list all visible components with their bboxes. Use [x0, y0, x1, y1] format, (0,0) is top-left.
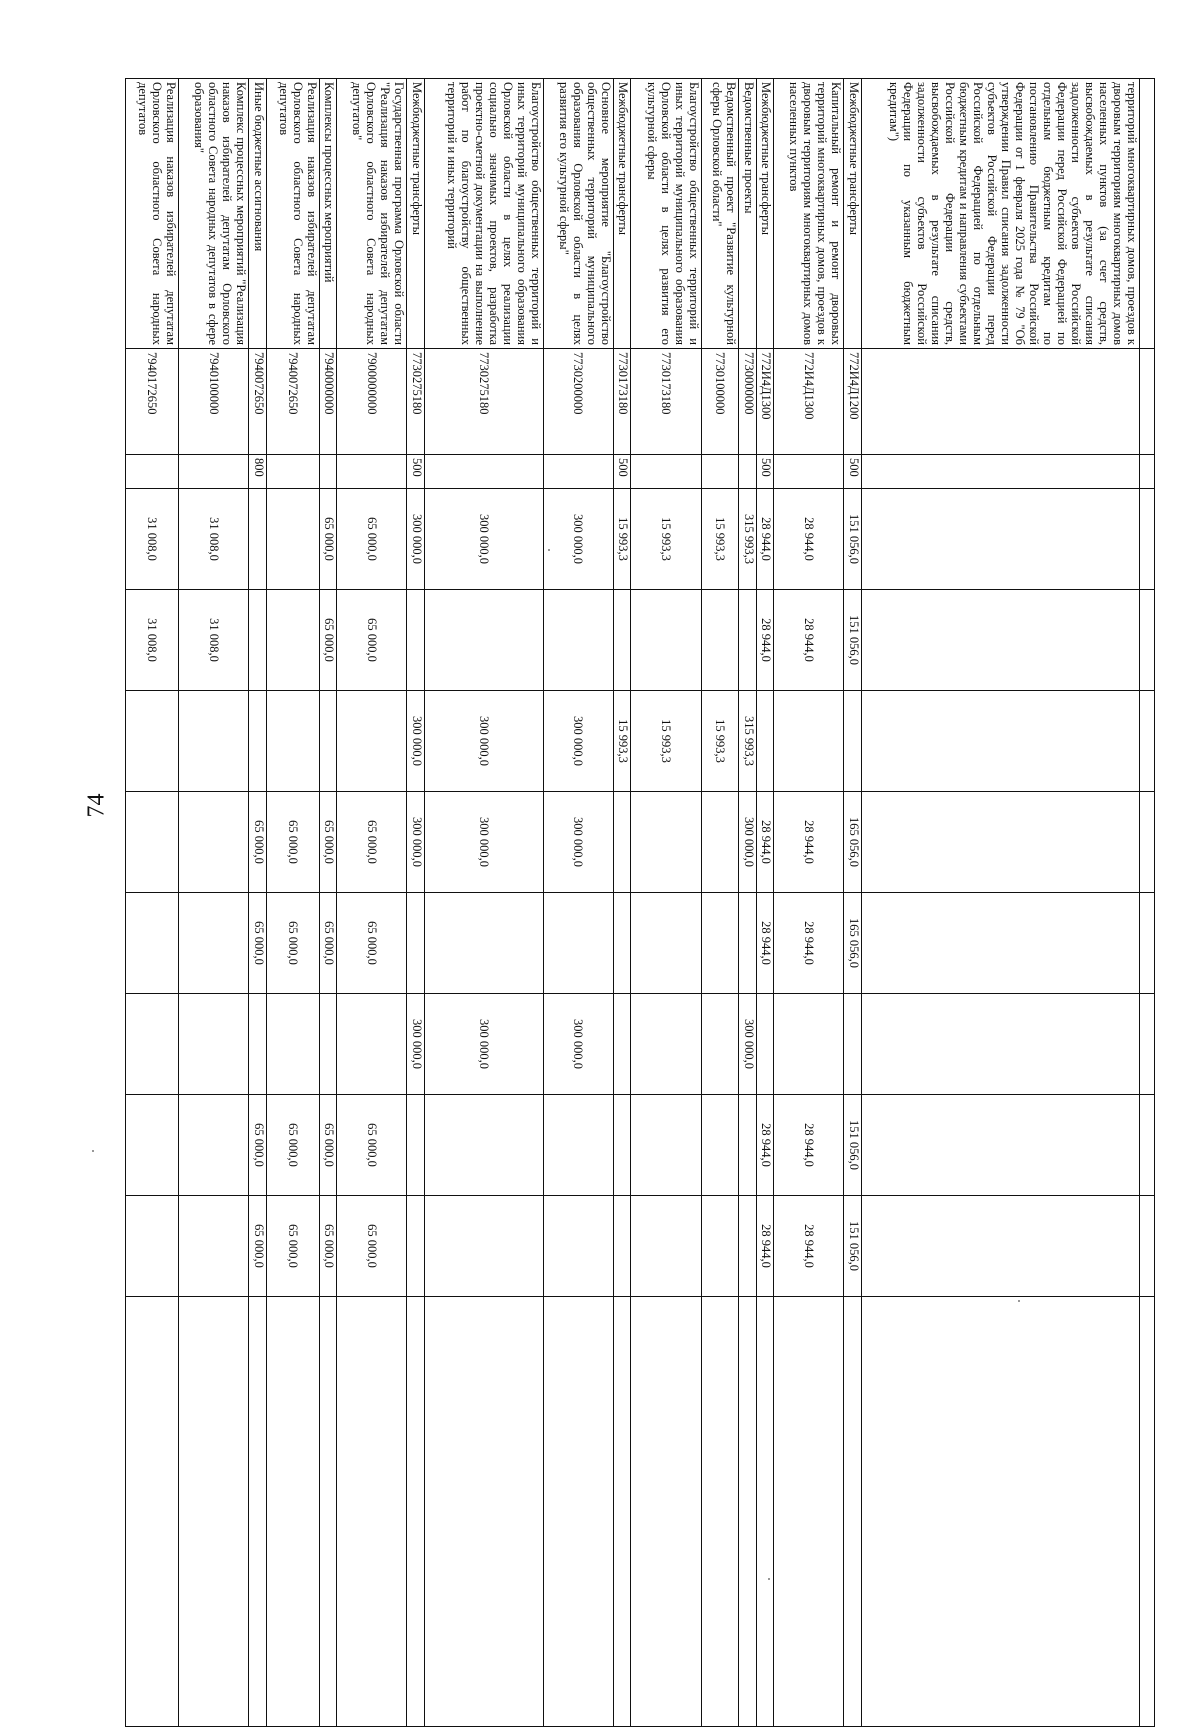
value-cell [862, 1095, 1140, 1196]
value-cell [178, 893, 248, 994]
header-cell [1140, 489, 1155, 590]
row-expense-type [774, 455, 844, 489]
value-cell [424, 590, 543, 691]
value-cell: 151 056,0 [844, 1196, 862, 1297]
value-cell: 165 056,0 [844, 792, 862, 893]
row-code: 7730275180 [424, 349, 543, 455]
value-cell [126, 994, 179, 1095]
value-cell [266, 994, 319, 1095]
value-cell [739, 1196, 757, 1297]
value-cell: 165 056,0 [844, 893, 862, 994]
empty-cell [613, 1297, 631, 1727]
value-cell: 65 000,0 [337, 893, 407, 994]
value-cell [613, 994, 631, 1095]
value-cell [249, 994, 267, 1095]
empty-cell [178, 1297, 248, 1727]
value-cell: 28 944,0 [774, 792, 844, 893]
value-cell [249, 590, 267, 691]
row-expense-type [337, 455, 407, 489]
value-cell [126, 691, 179, 792]
value-cell [613, 1095, 631, 1196]
value-cell [631, 994, 701, 1095]
row-code: 772И4Д1200 [844, 349, 862, 455]
value-cell [543, 1196, 613, 1297]
value-cell [407, 1095, 425, 1196]
row-name: Капитальный ремонт и ремонт дворовых территорий многоквартирных домов, проездов к дворовым территориям многоквартирных домов населенных пунктов [774, 79, 844, 349]
value-cell: 300 000,0 [424, 489, 543, 590]
value-cell [862, 489, 1140, 590]
value-cell: 28 944,0 [774, 1196, 844, 1297]
row-code: 7940000000 [319, 349, 337, 455]
value-cell: 300 000,0 [739, 994, 757, 1095]
header-cell [1140, 590, 1155, 691]
row-name: Благоустройство общественных территорий и иных территорий муниципального образования Орловской области в целях реализации социально значимых проектов, разработка проектно-сметной документации на выполнение работ по благоустройству общественных территорий и иных территорий [424, 79, 543, 349]
value-cell [774, 691, 844, 792]
empty-cell [774, 1297, 844, 1727]
value-cell: 65 000,0 [319, 1095, 337, 1196]
value-cell: 31 008,0 [126, 590, 179, 691]
value-cell: 300 000,0 [543, 691, 613, 792]
row-name: Реализация наказов избирателей депутатам Орловского областного Совета народных депутатов [266, 79, 319, 349]
value-cell [701, 590, 738, 691]
value-cell: 300 000,0 [407, 792, 425, 893]
row-name: Благоустройство общественных территорий и иных территорий муниципального образования Орловской области в целях развития его культурной сферы [631, 79, 701, 349]
value-cell: 65 000,0 [249, 792, 267, 893]
row-expense-type: 500 [613, 455, 631, 489]
value-cell: 315 993,3 [739, 489, 757, 590]
row-code: 772И4Д1300 [756, 349, 774, 455]
row-code: 7730000000 [739, 349, 757, 455]
empty-cell [249, 1297, 267, 1727]
value-cell: 300 000,0 [407, 489, 425, 590]
value-cell [631, 1196, 701, 1297]
row-code: 7730200000 [543, 349, 613, 455]
budget-table [125, 78, 1155, 1727]
value-cell: 28 944,0 [756, 1196, 774, 1297]
row-code: 7730173180 [613, 349, 631, 455]
empty-cell [756, 1297, 774, 1727]
header-cell [1140, 994, 1155, 1095]
table-row [178, 79, 248, 1727]
value-cell [266, 489, 319, 590]
row-code: 7940072650 [249, 349, 267, 455]
value-cell: 65 000,0 [249, 1196, 267, 1297]
row-code: 7940072650 [266, 349, 319, 455]
row-code: 772И4Д1300 [774, 349, 844, 455]
value-cell [701, 994, 738, 1095]
value-cell: 315 993,3 [739, 691, 757, 792]
value-cell [424, 1196, 543, 1297]
empty-cell [319, 1297, 337, 1727]
row-expense-type: 500 [407, 455, 425, 489]
empty-cell [543, 1297, 613, 1727]
row-name: территорий многоквартирных домов, проездов к дворовым территориям многоквартирных домов населенных пунктов (за счет средств, высвобождаемых в результате списания задолженности субъектов Российской Федерации перед Российской Федерацией по отдельным бюджетным кредитам по постановлению Правительства Российской Федерации от 1 февраля 2025 года № 79 "Об утверждении Правил списания задолженности субъектов Российской Федерации перед Российской Федерацией по отдельным бюджетным кредитам и направления субъектами Российской Федерации средств, высвобождаемых в результате списания задолженности субъектов Российской Федерации по указанным бюджетным кредитам") [862, 79, 1140, 349]
value-cell [862, 792, 1140, 893]
row-code: 7900000000 [337, 349, 407, 455]
value-cell: 300 000,0 [407, 691, 425, 792]
value-cell: 28 944,0 [756, 893, 774, 994]
value-cell: 65 000,0 [337, 590, 407, 691]
row-code [862, 349, 1140, 455]
table-row [756, 79, 774, 1727]
value-cell [407, 1196, 425, 1297]
value-cell: 15 993,3 [613, 489, 631, 590]
value-cell [424, 1095, 543, 1196]
row-name: Ведомственный проект "Развитие культурной сферы Орловской области" [701, 79, 738, 349]
value-cell [844, 691, 862, 792]
value-cell [862, 691, 1140, 792]
row-expense-type [178, 455, 248, 489]
value-cell [631, 893, 701, 994]
row-expense-type [319, 455, 337, 489]
value-cell: 28 944,0 [774, 489, 844, 590]
value-cell: 15 993,3 [613, 691, 631, 792]
value-cell: 300 000,0 [407, 994, 425, 1095]
table-row [266, 79, 319, 1727]
value-cell [407, 893, 425, 994]
row-name: Комплексы процессных мероприятий [319, 79, 337, 349]
value-cell: 65 000,0 [249, 1095, 267, 1196]
value-cell [613, 792, 631, 893]
value-cell: 151 056,0 [844, 590, 862, 691]
row-name: Межбюджетные трансферты [407, 79, 425, 349]
row-expense-type: 500 [756, 455, 774, 489]
row-name: Межбюджетные трансферты [844, 79, 862, 349]
value-cell: 65 000,0 [337, 1196, 407, 1297]
value-cell [756, 691, 774, 792]
value-cell: 65 000,0 [337, 1095, 407, 1196]
table-row [337, 79, 407, 1727]
header-cell [1140, 79, 1155, 349]
row-expense-type [739, 455, 757, 489]
row-code: 7940100000 [178, 349, 248, 455]
value-cell: 300 000,0 [739, 792, 757, 893]
value-cell: 15 993,3 [701, 691, 738, 792]
table-row [319, 79, 337, 1727]
value-cell: 65 000,0 [319, 893, 337, 994]
value-cell: 65 000,0 [266, 893, 319, 994]
value-cell [701, 1095, 738, 1196]
row-name: Ведомственные проекты [739, 79, 757, 349]
empty-cell [337, 1297, 407, 1727]
value-cell [126, 1196, 179, 1297]
value-cell [613, 1196, 631, 1297]
row-expense-type: 800 [249, 455, 267, 489]
value-cell [631, 792, 701, 893]
value-cell: 300 000,0 [543, 792, 613, 893]
value-cell [739, 1095, 757, 1196]
page-number: 74 [83, 793, 110, 818]
row-name: Иные бюджетные ассигнования [249, 79, 267, 349]
row-name: Государственная программа Орловской области "Реализация наказов избирателей депутатам Орловского областного Совета народных депутатов" [337, 79, 407, 349]
empty-cell [701, 1297, 738, 1727]
value-cell: 28 944,0 [774, 893, 844, 994]
empty-cell [424, 1297, 543, 1727]
value-cell: 65 000,0 [266, 1196, 319, 1297]
value-cell: 31 008,0 [178, 590, 248, 691]
value-cell [862, 994, 1140, 1095]
value-cell [126, 792, 179, 893]
value-cell [249, 691, 267, 792]
value-cell [266, 590, 319, 691]
value-cell: 151 056,0 [844, 1095, 862, 1196]
value-cell [613, 893, 631, 994]
value-cell [543, 590, 613, 691]
value-cell [126, 893, 179, 994]
value-cell [424, 893, 543, 994]
value-cell: 65 000,0 [266, 1095, 319, 1196]
header-cell [1140, 1196, 1155, 1297]
table-row [701, 79, 738, 1727]
value-cell [319, 994, 337, 1095]
header-cell [1140, 792, 1155, 893]
row-expense-type [543, 455, 613, 489]
value-cell: 28 944,0 [756, 489, 774, 590]
value-cell [178, 691, 248, 792]
value-cell [862, 893, 1140, 994]
row-name: Межбюджетные трансферты [613, 79, 631, 349]
value-cell: 15 993,3 [631, 489, 701, 590]
row-expense-type [862, 455, 1140, 489]
value-cell [337, 994, 407, 1095]
value-cell [631, 590, 701, 691]
table-row [543, 79, 613, 1727]
value-cell: 300 000,0 [424, 691, 543, 792]
value-cell: 15 993,3 [701, 489, 738, 590]
row-expense-type [266, 455, 319, 489]
value-cell: 151 056,0 [844, 489, 862, 590]
empty-cell [631, 1297, 701, 1727]
value-cell [739, 590, 757, 691]
row-name: Комплекс процессных мероприятий "Реализация наказов избирателей депутатам Орловского областного Совета народных депутатов в сфере образования" [178, 79, 248, 349]
empty-cell [407, 1297, 425, 1727]
table-row [844, 79, 862, 1727]
value-cell: 15 993,3 [631, 691, 701, 792]
header-cell [1140, 349, 1155, 455]
value-cell: 28 944,0 [774, 1095, 844, 1196]
value-cell: 31 008,0 [126, 489, 179, 590]
value-cell [543, 1095, 613, 1196]
value-cell [178, 1196, 248, 1297]
value-cell [774, 994, 844, 1095]
table-row [862, 79, 1140, 1727]
empty-cell [126, 1297, 179, 1727]
value-cell: 65 000,0 [337, 792, 407, 893]
value-cell [319, 691, 337, 792]
value-cell: 300 000,0 [424, 994, 543, 1095]
value-cell: 28 944,0 [756, 590, 774, 691]
value-cell: 65 000,0 [249, 893, 267, 994]
table-row [631, 79, 701, 1727]
value-cell: 65 000,0 [266, 792, 319, 893]
row-name: Основное мероприятие "Благоустройство общественных территорий муниципального образования Орловской области в целях развития его культурной сферы" [543, 79, 613, 349]
value-cell [701, 893, 738, 994]
table-row [407, 79, 425, 1727]
row-expense-type [701, 455, 738, 489]
value-cell: 28 944,0 [774, 590, 844, 691]
row-expense-type [631, 455, 701, 489]
table-row [739, 79, 757, 1727]
row-code: 7940172650 [126, 349, 179, 455]
scan-speck [92, 1150, 94, 1152]
value-cell [844, 994, 862, 1095]
value-cell: 65 000,0 [319, 489, 337, 590]
value-cell [178, 792, 248, 893]
value-cell: 65 000,0 [319, 792, 337, 893]
value-cell [862, 590, 1140, 691]
header-cell [1140, 455, 1155, 489]
value-cell [862, 1196, 1140, 1297]
row-name: Межбюджетные трансферты [756, 79, 774, 349]
row-code: 7730100000 [701, 349, 738, 455]
value-cell [178, 1095, 248, 1196]
header-cell [1140, 691, 1155, 792]
value-cell: 31 008,0 [178, 489, 248, 590]
empty-cell [739, 1297, 757, 1727]
value-cell: 300 000,0 [543, 994, 613, 1095]
header-cell [1140, 893, 1155, 994]
value-cell [337, 691, 407, 792]
value-cell: 28 944,0 [756, 1095, 774, 1196]
row-expense-type: 500 [844, 455, 862, 489]
table-header-row [1140, 79, 1155, 1727]
value-cell: 28 944,0 [756, 792, 774, 893]
value-cell [266, 691, 319, 792]
value-cell [701, 1196, 738, 1297]
rotated-table-wrapper [125, 78, 1155, 1626]
value-cell [178, 994, 248, 1095]
value-cell [407, 590, 425, 691]
value-cell: 300 000,0 [543, 489, 613, 590]
table-row [774, 79, 844, 1727]
value-cell [613, 590, 631, 691]
value-cell [126, 1095, 179, 1196]
row-code: 7730173180 [631, 349, 701, 455]
value-cell: 65 000,0 [319, 1196, 337, 1297]
value-cell: 65 000,0 [319, 590, 337, 691]
row-expense-type [424, 455, 543, 489]
row-expense-type [126, 455, 179, 489]
value-cell [631, 1095, 701, 1196]
header-cell [1140, 1297, 1155, 1727]
header-cell [1140, 1095, 1155, 1196]
row-name: Реализация наказов избирателей депутатам Орловского областного Совета народных депутатов [126, 79, 179, 349]
table-row [613, 79, 631, 1727]
value-cell [739, 893, 757, 994]
value-cell [701, 792, 738, 893]
empty-cell [844, 1297, 862, 1727]
value-cell [543, 893, 613, 994]
value-cell [756, 994, 774, 1095]
row-code: 7730275180 [407, 349, 425, 455]
empty-cell [266, 1297, 319, 1727]
value-cell: 65 000,0 [337, 489, 407, 590]
table-row [126, 79, 179, 1727]
value-cell [249, 489, 267, 590]
table-row [249, 79, 267, 1727]
value-cell: 300 000,0 [424, 792, 543, 893]
table-row [424, 79, 543, 1727]
empty-cell [862, 1297, 1140, 1727]
